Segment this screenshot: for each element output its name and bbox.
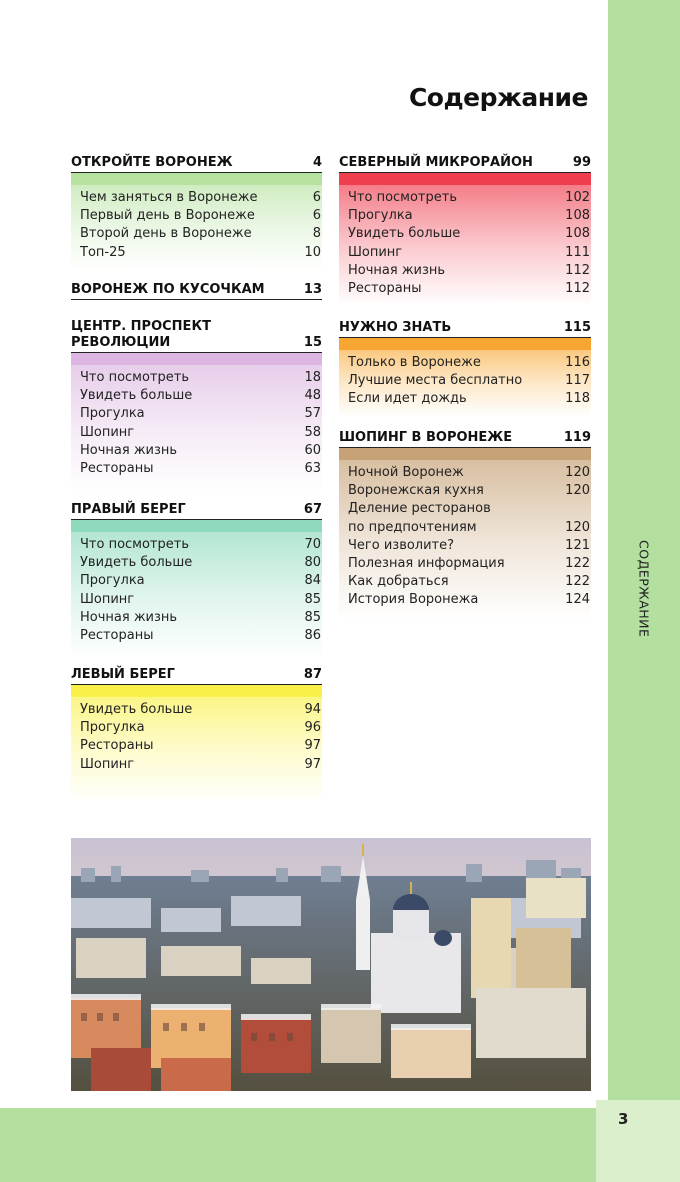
toc-item[interactable]: Рестораны 86 — [80, 628, 321, 644]
toc-item[interactable]: Что посмотреть 70 — [80, 537, 321, 552]
city-panorama-photo — [71, 838, 591, 1091]
toc-item[interactable]: Шопинг 97 — [80, 756, 321, 772]
toc-item[interactable]: Ночная жизнь 85 — [80, 609, 321, 625]
toc-item[interactable]: Что посмотреть 102 — [348, 190, 590, 205]
toc-item[interactable]: Ночной Воронеж 120 — [348, 465, 590, 480]
toc-item[interactable]: Рестораны 97 — [80, 738, 321, 754]
section-left — [71, 667, 322, 804]
toc-item[interactable]: История Воронежа 124 — [348, 592, 590, 608]
section-header[interactable]: ПРАВЫЙ БЕРЕГ 67 — [71, 502, 322, 520]
toc-item[interactable]: Рестораны 63 — [80, 461, 321, 477]
toc-item[interactable]: Топ-25 10 — [80, 244, 321, 260]
toc-item[interactable]: Прогулка 84 — [80, 573, 321, 589]
toc-item[interactable]: Увидеть больше 48 — [80, 388, 321, 404]
toc-item[interactable]: Лучшие места бесплатно 117 — [348, 373, 590, 389]
toc-item[interactable]: Чем заняться в Воронеже 6 — [80, 190, 321, 205]
toc-item[interactable]: Прогулка 96 — [80, 720, 321, 736]
toc-item[interactable]: Ночная жизнь 60 — [80, 442, 321, 458]
toc-item[interactable]: Деление ресторанов — [348, 501, 491, 517]
toc-item[interactable]: Шопинг 111 — [348, 244, 590, 260]
toc-item[interactable]: Увидеть больше 80 — [80, 555, 321, 571]
toc-item[interactable]: Первый день в Воронеже 6 — [80, 208, 321, 224]
section-header[interactable]: ОТКРОЙТЕ ВОРОНЕЖ 4 — [71, 155, 322, 173]
toc-item[interactable]: Только в Воронеже 116 — [348, 355, 590, 370]
section-need — [339, 320, 591, 417]
section-header[interactable]: ЦЕНТР. ПРОСПЕКТ РЕВОЛЮЦИИ 15 — [71, 319, 322, 353]
toc-item[interactable]: Увидеть больше 94 — [80, 702, 321, 717]
toc-item[interactable]: Что посмотреть 18 — [80, 370, 321, 385]
toc-item[interactable]: Шопинг 85 — [80, 591, 321, 607]
toc-item[interactable]: Прогулка 57 — [80, 406, 321, 422]
toc-item[interactable]: Шопинг 58 — [80, 424, 321, 440]
section-shopping — [339, 430, 591, 620]
section-north — [339, 155, 591, 306]
toc-item[interactable]: Рестораны 112 — [348, 281, 590, 297]
toc-item[interactable]: Чего изволите? 121 — [348, 537, 590, 553]
section-open — [71, 155, 322, 272]
toc-item[interactable]: Если идет дождь 118 — [348, 391, 590, 407]
toc-item[interactable]: Увидеть больше 108 — [348, 226, 590, 242]
section-header[interactable]: ШОПИНГ В ВОРОНЕЖЕ 119 — [339, 430, 591, 448]
toc-item[interactable]: Ночная жизнь 112 — [348, 262, 590, 278]
section-pieces — [71, 282, 322, 300]
section-header[interactable]: НУЖНО ЗНАТЬ 115 — [339, 320, 591, 338]
toc-item[interactable]: по предпочтениям 120 — [348, 519, 590, 535]
toc-item[interactable]: Как добраться 122 — [348, 574, 590, 590]
section-center — [71, 319, 322, 492]
page-number-box — [596, 1100, 680, 1182]
page-title: Содержание — [408, 83, 588, 112]
toc-item[interactable]: Воронежская кухня 120 — [348, 483, 590, 499]
section-header[interactable]: ЛЕВЫЙ БЕРЕГ 87 — [71, 667, 322, 685]
side-label: СОДЕРЖАНИЕ — [636, 540, 652, 638]
toc-item[interactable]: Прогулка 108 — [348, 208, 590, 224]
page-number: 3 — [618, 1110, 629, 1128]
toc-item[interactable]: Второй день в Воронеже 8 — [80, 226, 321, 242]
section-header[interactable]: СЕВЕРНЫЙ МИКРОРАЙОН 99 — [339, 155, 591, 173]
toc-item[interactable]: Полезная информация 122 — [348, 556, 590, 572]
section-header[interactable]: ВОРОНЕЖ ПО КУСОЧКАМ 13 — [71, 282, 322, 300]
section-right — [71, 502, 322, 659]
bottom-band — [0, 1108, 596, 1182]
